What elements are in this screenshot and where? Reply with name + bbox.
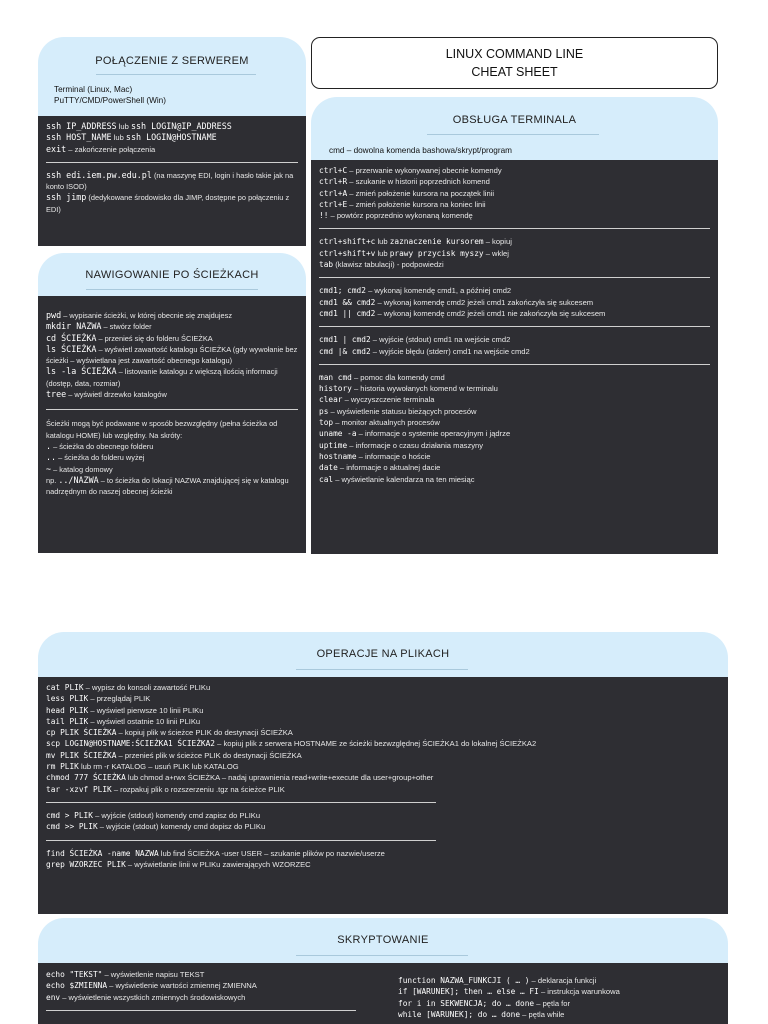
- list-item: env – wyświetlenie wszystkich zmiennych środowiskowych: [46, 992, 246, 1002]
- connection-section: [38, 37, 306, 246]
- main-title-line1: LINUX COMMAND LINE: [445, 47, 584, 61]
- connection-sub-line2: PuTTY/CMD/PowerShell (Win): [54, 96, 166, 105]
- list-item: date – informacje o aktualnej dacie: [319, 463, 441, 473]
- terminal-body: [311, 160, 718, 554]
- list-item: exit – zakończenie połączenia: [46, 143, 156, 154]
- list-item: function NAZWA_FUNKCJI ( … ) – deklaracja funkcji: [398, 976, 597, 985]
- divider: [319, 277, 710, 278]
- list-item: clear – wyczyszczenie terminala: [319, 395, 435, 405]
- terminal-title: OBSŁUGA TERMINALA: [452, 114, 577, 126]
- scripting-body: [38, 963, 728, 1024]
- files-title: OPERACJE NA PLIKACH: [316, 648, 450, 660]
- list-item: ctrl+E – zmień położenie kursora na koniec linii: [319, 199, 486, 209]
- list-item: cmd >> PLIK – wyjście (stdout) komendy cmd dopisz do PLIKu: [46, 822, 266, 832]
- divider: [96, 74, 256, 75]
- list-item: ctrl+A – zmień położenie kursora na początek linii: [319, 188, 495, 198]
- list-item: tar -xzvf PLIK – rozpakuj plik o rozszerzeniu .tgz na ścieżce PLIK: [46, 784, 285, 794]
- list-item: ls ŚCIEŻKA – wyświetl zawartość katalogu ŚCIEŻKA (gdy wywołanie bez ścieżki – wyświetlana jest zawartość obecnego katalogu): [46, 343, 298, 366]
- connection-sub-line1: Terminal (Linux, Mac): [54, 85, 133, 94]
- list-item: man cmd – pomoc dla komendy cmd: [319, 372, 445, 382]
- list-item: ssh edi.iem.pw.edu.pl (na maszynę EDI, login i hasło takie jak na konto ISOD): [46, 169, 294, 192]
- list-item: find ŚCIEŻKA -name NAZWA lub find ŚCIEŻKA -user USER – szukanie plików po nazwie/userze: [46, 848, 385, 858]
- list-item: ssh jimp (dedykowane środowisko dla JIMP, dostępne po połączeniu z EDI): [46, 192, 290, 214]
- list-item: cmd > PLIK – wyjście (stdout) komendy cmd zapisz do PLIKu: [46, 810, 261, 820]
- connection-title: POŁĄCZENIE Z SERWEREM: [95, 55, 249, 67]
- scripting-header: [38, 918, 728, 963]
- divider: [86, 289, 258, 290]
- terminal-sub: cmd – dowolna komenda bashowa/skrypt/program: [329, 146, 512, 155]
- list-item: cal – wyświetlanie kalendarza na ten miesiąc: [319, 474, 475, 484]
- list-item: ssh IP_ADDRESS lub ssh LOGIN@IP_ADDRESS: [46, 121, 232, 131]
- list-item: cp PLIK ŚCIEŻKA – kopiuj plik w ścieżce PLIK do destynacji ŚCIEŻKA: [46, 728, 293, 738]
- list-item: tail PLIK – wyświetl ostatnie 10 linii PLIKu: [46, 716, 201, 726]
- list-item: .. – ścieżka do folderu wyżej: [46, 452, 145, 463]
- list-item: cd ŚCIEŻKA – przenieś się do folderu ŚCIEŻKA: [46, 332, 213, 343]
- list-item: for i in SEKWENCJA; do … done – pętla for: [398, 998, 571, 1008]
- list-item: scp LOGIN@HOSTNAME:ŚCIEŻKA1 ŚCIEŻKA2 – kopiuj plik z serwera HOSTNAME ze ścieżki bezwzględnej ŚCIEŻKA1 do lokalnej ŚCIEŻKA2: [46, 739, 537, 749]
- list-item: tree – wyświetl drzewko katalogów: [46, 389, 167, 400]
- navigation-title: NAWIGOWANIE PO ŚCIEŻKACH: [85, 269, 259, 281]
- terminal-header: [311, 97, 718, 160]
- scripting-right: [398, 975, 620, 1020]
- divider: [319, 228, 710, 229]
- list-item: ls -la ŚCIEŻKA – listowanie katalogu z większą ilością informacji (dostęp, data, rozmiar): [46, 366, 278, 388]
- scripting-left: [46, 969, 356, 1018]
- list-item: ~ – katalog domowy: [46, 463, 113, 474]
- list-item: cmd |& cmd2 – wyjście błędu (stderr) cmd1 na wejście cmd2: [319, 346, 530, 356]
- list-item: rm PLIK lub rm -r KATALOG – usuń PLIK lub KATALOG: [46, 762, 239, 772]
- list-item: top – monitor aktualnych procesów: [319, 418, 440, 428]
- divider: [427, 134, 599, 135]
- divider: [46, 802, 436, 803]
- connection-sub: [54, 84, 166, 106]
- scripting-title: SKRYPTOWANIE: [337, 934, 429, 946]
- list-item: cmd1 || cmd2 – wykonaj komendę cmd2 jeżeli cmd1 nie zakończyła się sukcesem: [319, 308, 606, 318]
- list-item: ctrl+R – szukanie w historii poprzednich komend: [319, 177, 490, 187]
- divider: [46, 1010, 356, 1011]
- list-item: !! – powtórz poprzednio wykonaną komendę: [319, 211, 473, 221]
- list-item: echo "TEKST" – wyświetlenie napisu TEKST: [46, 970, 205, 979]
- list-item: history – historia wywołanych komend w terminalu: [319, 384, 498, 394]
- main-title: [311, 37, 718, 89]
- list-item: pwd – wypisanie ścieżki, w której obecnie się znajdujesz: [46, 310, 233, 320]
- list-item: ssh HOST_NAME lub ssh LOGIN@HOSTNAME: [46, 132, 217, 143]
- list-item: cmd1 && cmd2 – wykonaj komendę cmd2 jeżeli cmd1 zakończyła się sukcesem: [319, 297, 594, 307]
- list-item: . – ścieżka do obecnego folderu: [46, 440, 154, 451]
- files-section: [38, 632, 728, 914]
- divider: [296, 955, 468, 956]
- divider: [319, 364, 710, 365]
- scripting-section: [38, 918, 728, 1024]
- files-header: [38, 632, 728, 677]
- list-item: ps – wyświetlenie statusu bieżących procesów: [319, 406, 477, 416]
- navigation-header: [38, 253, 306, 296]
- list-item: hostname – informacje o hoście: [319, 451, 431, 461]
- list-item: ctrl+shift+c lub zaznaczenie kursorem – kopiuj: [319, 237, 512, 247]
- list-item: less PLIK – przeglądaj PLIK: [46, 694, 151, 704]
- list-item: ctrl+C – przerwanie wykonywanej obecnie komendy: [319, 166, 502, 175]
- paths-note: Ścieżki mogą być podawane w sposób bezwzględny (pełna ścieżka od katalogu HOME) lub względny. Na skróty:: [46, 419, 278, 440]
- list-item: grep WZORZEC PLIK – wyświetlanie linii w PLIKu zawierających WZORZEC: [46, 859, 311, 869]
- list-item: cmd1; cmd2 – wykonaj komendę cmd1, a później cmd2: [319, 286, 512, 296]
- list-item: tab (klawisz tabulacji) - podpowiedzi: [319, 260, 444, 270]
- divider: [319, 326, 710, 327]
- list-item: echo $ZMIENNA – wyświetlenie wartości zmiennej ZMIENNA: [46, 981, 257, 991]
- connection-header: [38, 37, 306, 116]
- divider: [46, 162, 298, 163]
- list-item: uptime – informacje o czasu działania maszyny: [319, 440, 484, 450]
- list-item: chmod 777 ŚCIEŻKA lub chmod a+rwx ŚCIEŻKA – nadaj uprawnienia read+write+execute dla user+group+other: [46, 773, 434, 783]
- list-item: mkdir NAZWA – stwórz folder: [46, 321, 152, 332]
- list-item: head PLIK – wyświetl pierwsze 10 linii PLIKu: [46, 705, 204, 715]
- list-item: while [WARUNEK]; do … done – pętla while: [398, 1009, 565, 1019]
- list-item: cmd1 | cmd2 – wyjście (stdout) cmd1 na wejście cmd2: [319, 335, 511, 345]
- divider: [46, 409, 298, 410]
- list-item: mv PLIK ŚCIEŻKA – przenieś plik w ścieżce PLIK do destynacji ŚCIEŻKA: [46, 750, 302, 760]
- main-title-line2: CHEAT SHEET: [471, 65, 558, 79]
- list-item: if [WARUNEK]; then … else … FI – instrukcja warunkowa: [398, 987, 620, 997]
- connection-body: [38, 116, 306, 246]
- files-body: [38, 677, 728, 914]
- navigation-section: [38, 253, 306, 553]
- list-item: ctrl+shift+v lub prawy przycisk myszy – wklej: [319, 248, 509, 258]
- list-item: uname -a – informacje o systemie operacyjnym i jądrze: [319, 429, 511, 439]
- divider: [296, 669, 468, 670]
- navigation-body: [38, 296, 306, 553]
- list-item: np. ../NAZWA – to ścieżka do lokacji NAZWA znajdującej się w katalogu nadrzędnym do naszej obecnej ścieżki: [46, 474, 289, 497]
- divider: [46, 840, 436, 841]
- terminal-section: [311, 97, 718, 554]
- list-item: cat PLIK – wypisz do konsoli zawartość PLIKu: [46, 683, 211, 692]
